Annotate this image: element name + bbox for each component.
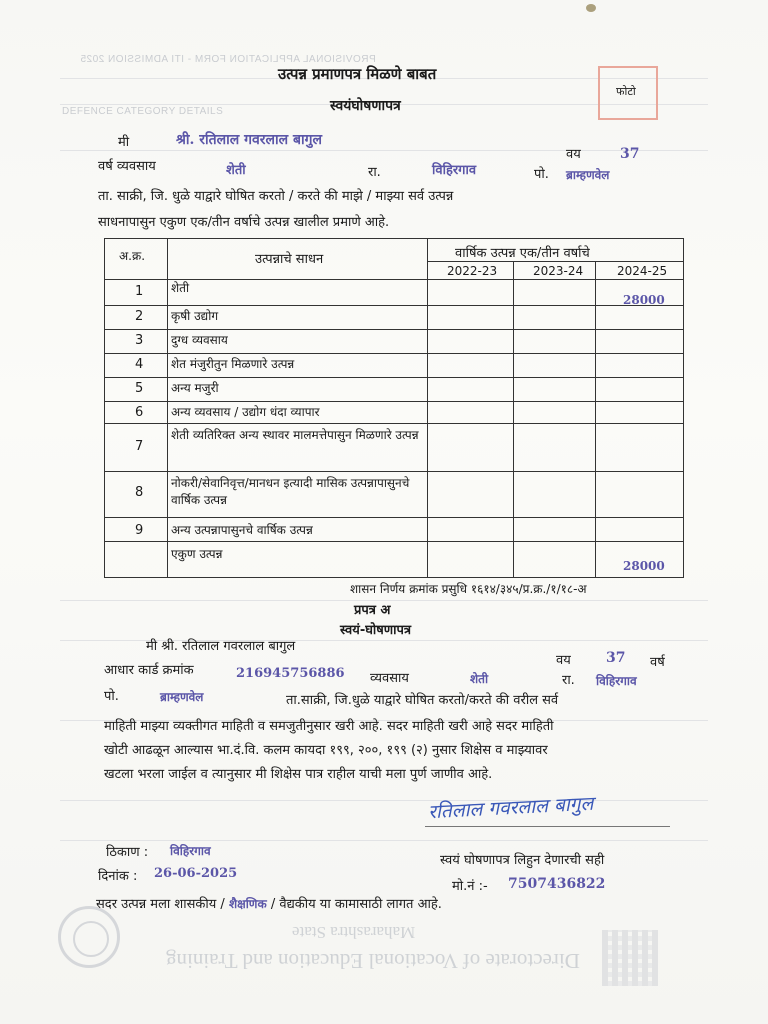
purpose-line — [96, 894, 442, 912]
row-2-no: 2 — [135, 309, 144, 324]
village-value: विहिरगाव — [432, 163, 477, 178]
row-6-no: 6 — [135, 405, 144, 420]
header-source: उत्पन्नाचे साधन — [255, 252, 324, 267]
table-row-divider — [105, 401, 683, 402]
form-a-subheading: स्वयं-घोषणापत्र — [340, 623, 412, 638]
signature-line — [425, 826, 670, 827]
form-a-age: 37 — [606, 650, 626, 666]
header-annual-income: वार्षिक उत्पन्न एक/तीन वर्षाचे — [455, 246, 590, 261]
row-8-source: नोकरी/सेवानिवृत्त/मानधन इत्यादी मासिक उत्पन्नापासुनचे वार्षिक उत्पन्न — [171, 476, 410, 507]
ghost-rule — [60, 840, 708, 841]
ghost-rule — [60, 150, 708, 151]
date-value: 26-06-2025 — [154, 866, 238, 881]
total-label: एकुण उत्पन्न — [171, 547, 223, 561]
row-1-source: शेती — [171, 281, 190, 295]
form-a-post: ब्राम्हणवेल — [160, 690, 204, 704]
row-7-source: शेती व्यतिरिक्त अन्य स्थावर मालमत्तेपासुन मिळणारे उत्पन्न — [171, 428, 419, 442]
row-7-no: 7 — [135, 439, 144, 454]
table-row-divider — [105, 377, 683, 378]
post-value: ब्राम्हणवेल — [566, 168, 610, 182]
handwritten-signature: रतिलाल गवरलाल बागुल — [427, 792, 594, 824]
applicant-name: श्री. रतिलाल गवरलाल बागुल — [176, 132, 322, 148]
ghost-defence: DEFENCE CATEGORY DETAILS — [62, 106, 224, 117]
occupation-value: शेती — [226, 163, 246, 178]
header-year-1: 2022-23 — [447, 264, 498, 278]
table-row-divider — [105, 423, 683, 424]
form-a-line-c: खटला भरला जाईल व त्यानुसार मी शिक्षेस पात्र राहील याची मला पुर्ण जाणीव आहे. — [104, 767, 493, 782]
form-a-line-b: खोटी आढळून आल्यास भा.दं.वि. कलम कायदा १९९, २००, १९९ (२) नुसार शिक्षेस व माझ्यावर — [104, 743, 548, 758]
varsh-vyavsay-label: वर्ष व्यवसाय — [98, 159, 156, 174]
row-3-source: दुग्ध व्यवसाय — [171, 333, 228, 347]
stain-mark — [586, 4, 596, 12]
table-col-divider — [513, 261, 514, 577]
row-9-no: 9 — [135, 523, 144, 538]
po-label: पो. — [534, 167, 549, 182]
mi-label: मी — [118, 135, 130, 150]
table-col-divider — [167, 239, 168, 577]
row-4-source: शेत मंजुरीतुन मिळणारे उत्पन्न — [171, 357, 295, 371]
header-year-3: 2024-25 — [617, 264, 668, 278]
purpose-educational: शैक्षणिक — [228, 897, 267, 911]
form-a-heading: प्रपत्र अ — [354, 603, 391, 618]
ra-label: रा. — [368, 165, 381, 180]
row-2-source: कृषी उद्योग — [171, 309, 219, 323]
table-row-divider — [105, 279, 683, 280]
header-year-2: 2023-24 — [533, 264, 584, 278]
form-a-vyavsay-label: व्यवसाय — [370, 671, 409, 686]
document-title: उत्पन्न प्रमाणपत्र मिळणे बाबत — [278, 65, 437, 83]
declaration-line-3: ता. साक्री, जि. धुळे याद्वारे घोषित करतो / करते की माझे / माझ्या सर्व उत्पन्न — [98, 189, 454, 204]
ghost-top-line: PROVISIONAL APPLICATION FORM - ITI ADMISSION 2025 — [80, 54, 376, 65]
ghost-state: Maharashtra State — [292, 923, 416, 942]
age-value: 37 — [620, 146, 640, 162]
form-a-po-label: पो. — [104, 689, 119, 704]
table-row-divider — [105, 329, 683, 330]
row-5-source: अन्य मजुरी — [171, 381, 219, 395]
gr-note: शासन निर्णय क्रमांक प्रसुधि १६१४/३४५/प्र.क्र./१/१८-अ — [350, 582, 587, 596]
photo-box — [598, 66, 658, 120]
form-a-varsh: वर्ष — [650, 655, 665, 670]
row-6-source: अन्य व्यवसाय / उद्योग धंदा व्यापार — [171, 405, 320, 419]
row-3-no: 3 — [135, 333, 144, 348]
purpose-pre: सदर उत्पन्न मला शासकीय / — [96, 897, 225, 912]
document-subtitle: स्वयंघोषणापत्र — [330, 98, 401, 114]
place-label: ठिकाण : — [106, 845, 149, 860]
row-1-no: 1 — [135, 284, 144, 299]
table-row-divider — [105, 471, 683, 472]
ghost-qr-code — [602, 930, 658, 986]
ghost-emblem — [58, 906, 120, 968]
table-row-divider — [105, 541, 683, 542]
header-sr-no: अ.क्र. — [119, 249, 146, 263]
table-col-divider — [595, 261, 596, 577]
table-row-divider — [427, 261, 683, 262]
row-9-source: अन्य उत्पन्नापासुनचे वार्षिक उत्पन्न — [171, 523, 313, 537]
purpose-post: / वैद्यकीय या कामासाठी लागत आहे. — [270, 897, 442, 912]
age-label: वय — [566, 147, 581, 162]
date-label: दिनांक : — [98, 869, 138, 884]
row-5-no: 5 — [135, 381, 144, 396]
aadhar-label: आधार कार्ड क्रमांक — [104, 663, 194, 678]
table-row-divider — [105, 305, 683, 306]
form-a-line-a: माहिती माझ्या व्यक्तीगत माहिती व समजुतीनुसार खरी आहे. सदर माहिती खरी आहे सदर माहिती — [104, 719, 554, 734]
form-a-occupation: शेती — [470, 672, 489, 686]
mobile-number: 7507436822 — [508, 876, 606, 892]
form-a-village: विहिरगाव — [596, 674, 637, 688]
table-row-divider — [105, 517, 683, 518]
row-4-no: 4 — [135, 357, 144, 372]
table-row-divider — [105, 353, 683, 354]
form-a-ra-label: रा. — [562, 673, 575, 688]
declaration-line-4: साधनापासुन एकुण एक/तीन वर्षाचे उत्पन्न खालील प्रमाणे आहे. — [98, 215, 390, 230]
income-table — [104, 238, 684, 578]
form-a-age-label: वय — [556, 653, 571, 668]
ghost-directorate: Directorate of Vocational Education and Training — [166, 949, 580, 973]
table-col-divider — [427, 239, 428, 577]
place-value: विहिरगाव — [170, 844, 211, 858]
mobile-label: मो.नं :- — [452, 879, 488, 894]
ghost-rule — [60, 800, 708, 801]
photo-label: फोटो — [616, 85, 636, 98]
aadhar-number: 216945756886 — [236, 666, 345, 681]
form-a-line-post-rest: ता.साक्री, जि.धुळे याद्वारे घोषित करतो/करते की वरील सर्व — [286, 693, 559, 708]
signature-label: स्वयं घोषणापत्र लिहुन देणारची सही — [440, 853, 605, 868]
row-8-no: 8 — [135, 485, 144, 500]
total-value: 28000 — [623, 559, 665, 573]
row-1-y3: 28000 — [623, 293, 665, 307]
form-a-mi-name: मी श्री. रतिलाल गवरलाल बागुल — [146, 639, 296, 654]
